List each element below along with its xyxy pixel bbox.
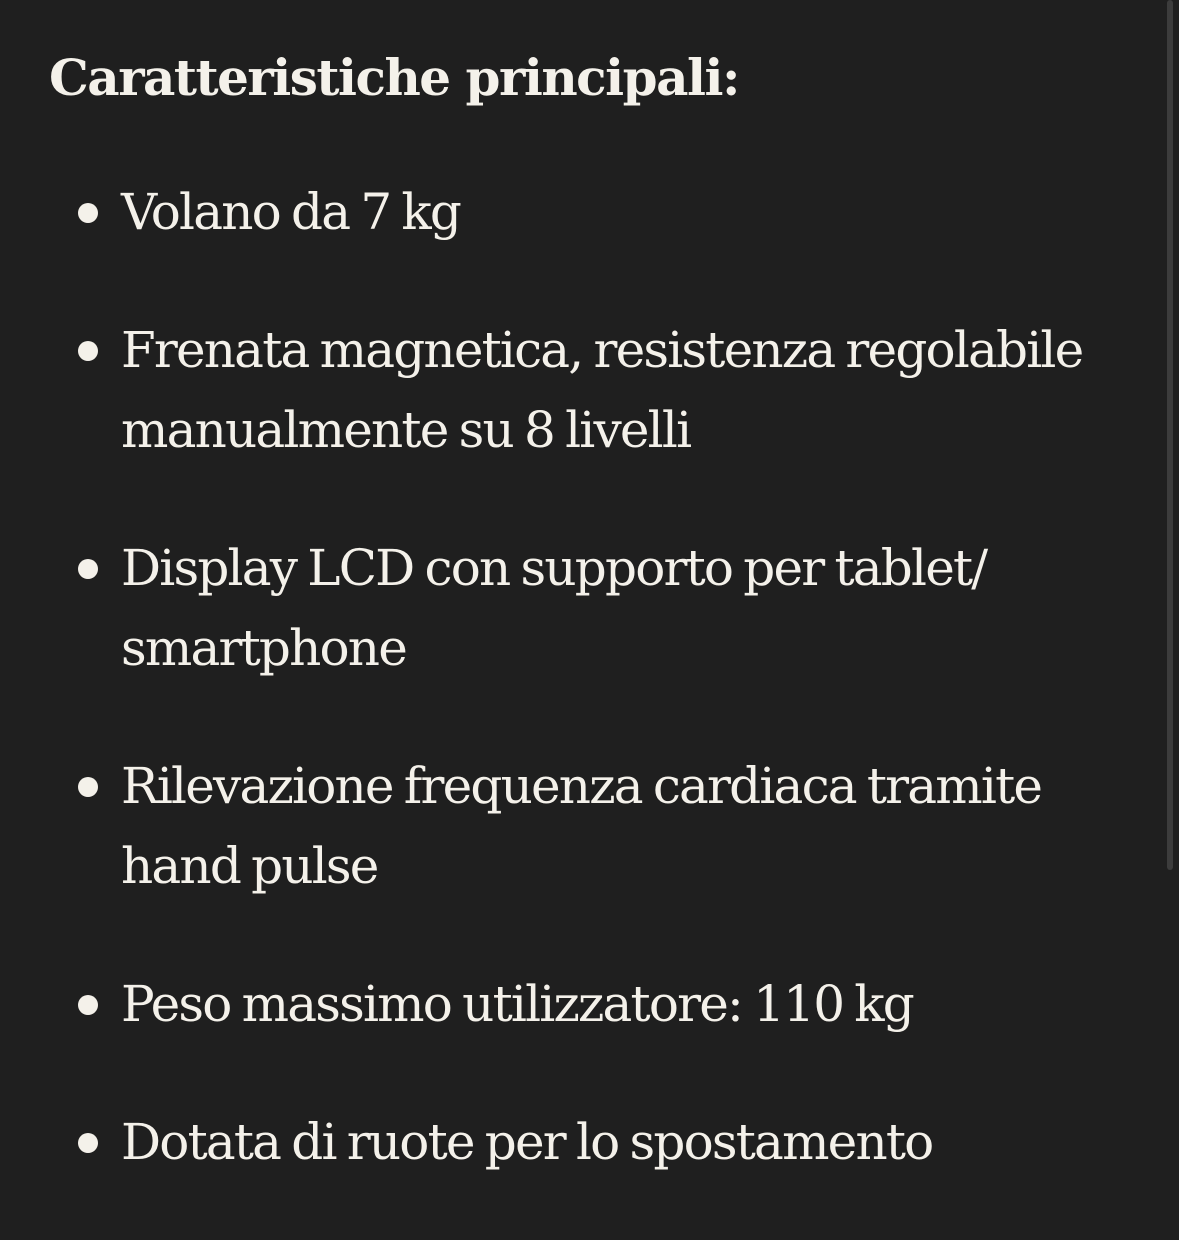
list-item	[49, 1102, 1131, 1182]
list-item-text: Peso massimo utilizzatore: 110 kg	[121, 975, 914, 1033]
list-item-text: Dotata di ruote per lo spostamento	[121, 1113, 933, 1171]
list-item	[49, 528, 1131, 688]
list-item-text: Frenata magnetica, resistenza regolabile manualmente su 8 livelli	[121, 321, 1083, 459]
list-item	[49, 964, 1131, 1044]
feature-list	[49, 172, 1139, 1182]
bullet-icon	[78, 341, 98, 361]
vertical-scrollbar[interactable]	[1167, 0, 1173, 870]
bullet-icon	[78, 203, 98, 223]
section-heading: Caratteristiche principali:	[49, 48, 739, 107]
list-item-text: Volano da 7 kg	[121, 183, 461, 241]
list-item	[49, 310, 1131, 470]
list-item-text: Rilevazione frequenza cardiaca tramite hand pulse	[121, 757, 1042, 895]
bullet-icon	[78, 995, 98, 1015]
list-item	[49, 746, 1131, 906]
bullet-icon	[78, 777, 98, 797]
list-item-text: Display LCD con supporto per tablet/ smartphone	[121, 539, 987, 677]
bullet-icon	[78, 559, 98, 579]
features-section	[49, 40, 1139, 1240]
list-item	[49, 172, 1131, 252]
bullet-icon	[78, 1133, 98, 1153]
